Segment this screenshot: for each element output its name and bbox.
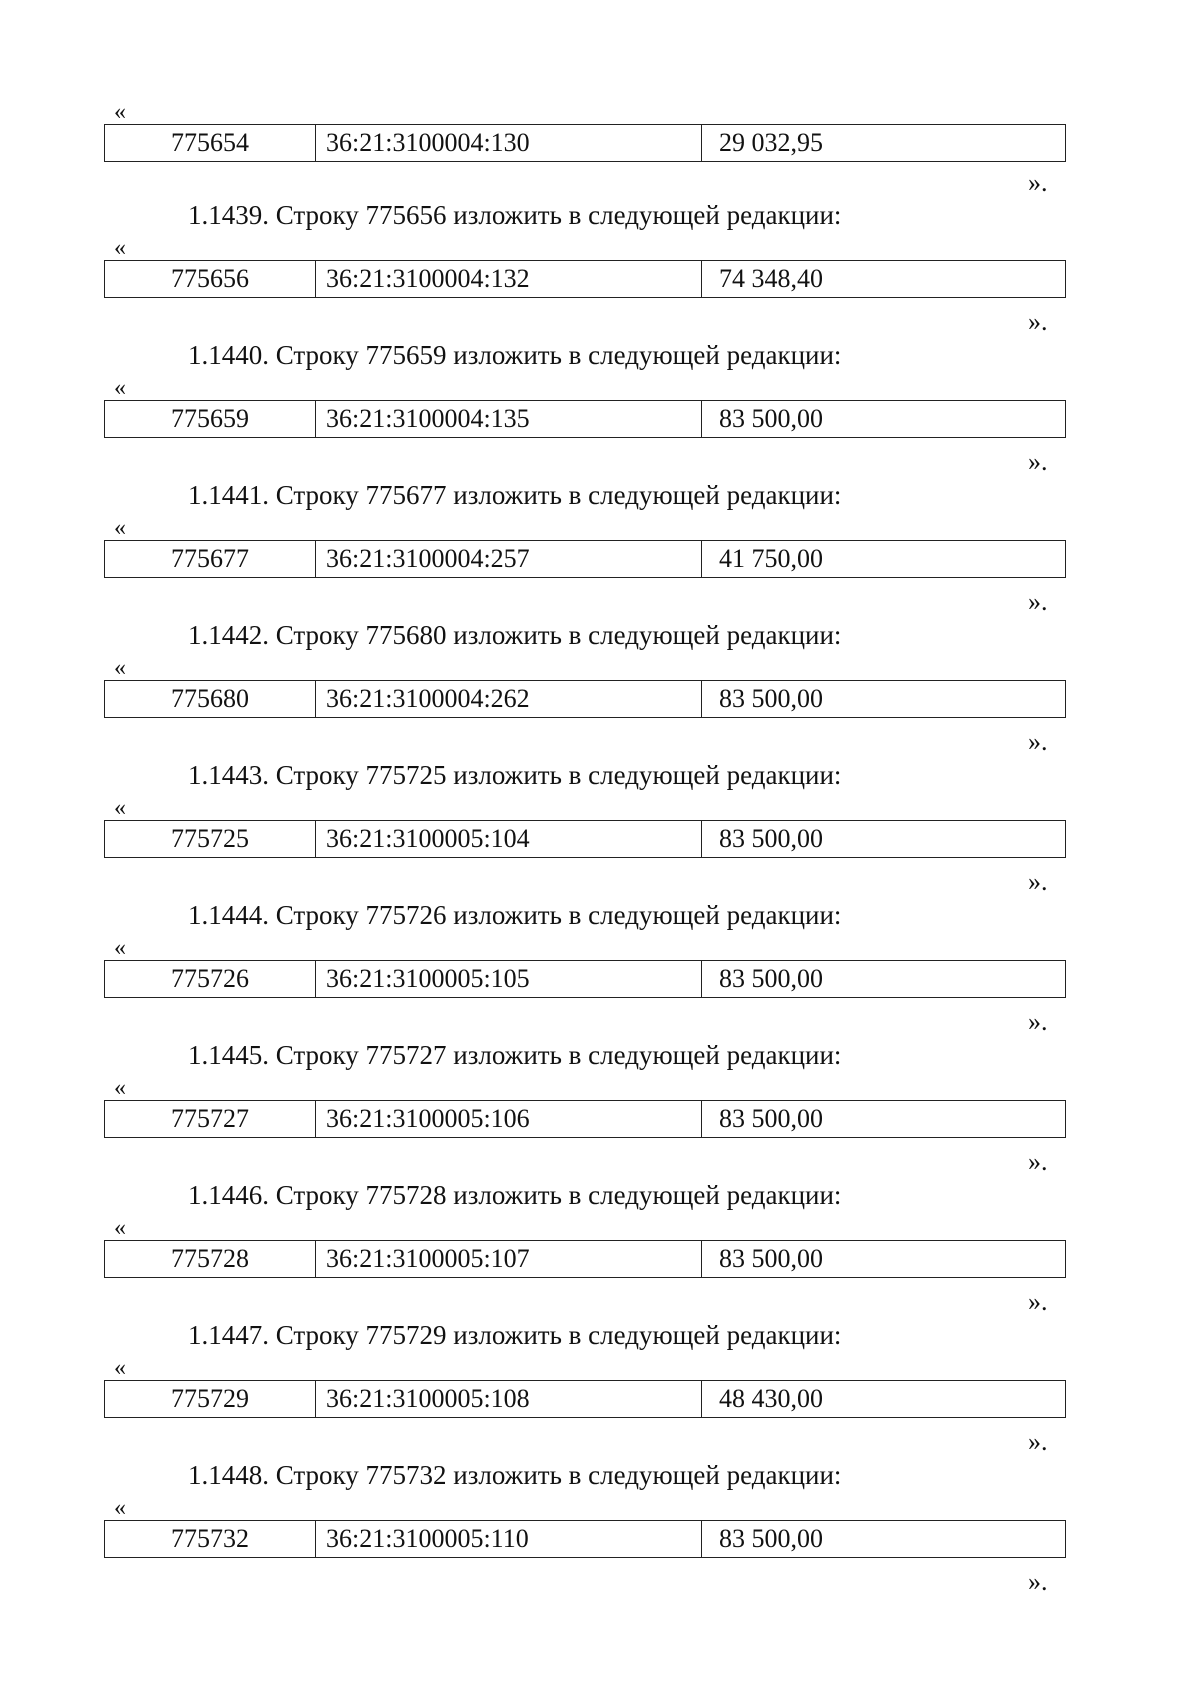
open-quote: « (114, 655, 126, 681)
amount: 29 032,95 (701, 125, 1065, 161)
close-quote: ». (1028, 727, 1048, 756)
row-id: 775725 (171, 824, 249, 853)
row-id: 775732 (171, 1524, 249, 1553)
open-quote: « (114, 375, 126, 401)
cadastral-number: 36:21:3100004:135 (315, 401, 701, 437)
amount: 83 500,00 (701, 1101, 1065, 1137)
clause-heading: 1.1446. Строку 775728 изложить в следующей редакции: (188, 1180, 842, 1210)
table-row (104, 540, 1066, 578)
open-quote: « (114, 935, 126, 961)
cadastral-number: 36:21:3100005:110 (315, 1521, 701, 1557)
cadastral-number: 36:21:3100004:132 (315, 261, 701, 297)
amount: 74 348,40 (701, 261, 1065, 297)
table-row (104, 260, 1066, 298)
close-quote: ». (1028, 307, 1048, 336)
cadastral-number: 36:21:3100004:262 (315, 681, 701, 717)
amount: 83 500,00 (701, 681, 1065, 717)
close-quote: ». (1028, 1427, 1048, 1456)
table-row (104, 1520, 1066, 1558)
row-id: 775654 (171, 128, 249, 157)
close-quote: ». (1028, 168, 1048, 197)
table-row (104, 124, 1066, 162)
cadastral-number: 36:21:3100005:106 (315, 1101, 701, 1137)
table-row (104, 1380, 1066, 1418)
amount: 83 500,00 (701, 401, 1065, 437)
cadastral-number: 36:21:3100004:257 (315, 541, 701, 577)
row-id: 775727 (171, 1104, 249, 1133)
row-id: 775677 (171, 544, 249, 573)
table-row (104, 1100, 1066, 1138)
amount: 83 500,00 (701, 821, 1065, 857)
close-quote: ». (1028, 447, 1048, 476)
open-quote: « (114, 795, 126, 821)
close-quote: ». (1028, 1007, 1048, 1036)
table-row (104, 400, 1066, 438)
close-quote: ». (1028, 1567, 1048, 1596)
row-id: 775656 (171, 264, 249, 293)
clause-heading: 1.1439. Строку 775656 изложить в следующей редакции: (188, 200, 842, 230)
clause-heading: 1.1440. Строку 775659 изложить в следующей редакции: (188, 340, 842, 370)
amount: 41 750,00 (701, 541, 1065, 577)
clause-heading: 1.1447. Строку 775729 изложить в следующей редакции: (188, 1320, 842, 1350)
table-row (104, 1240, 1066, 1278)
clause-heading: 1.1443. Строку 775725 изложить в следующей редакции: (188, 760, 842, 790)
clause-heading: 1.1448. Строку 775732 изложить в следующей редакции: (188, 1460, 842, 1490)
cadastral-number: 36:21:3100005:104 (315, 821, 701, 857)
open-quote: « (114, 1075, 126, 1101)
row-id: 775728 (171, 1244, 249, 1273)
row-id: 775659 (171, 404, 249, 433)
amount: 83 500,00 (701, 1521, 1065, 1557)
clause-heading: 1.1445. Строку 775727 изложить в следующей редакции: (188, 1040, 842, 1070)
cadastral-number: 36:21:3100005:107 (315, 1241, 701, 1277)
clause-heading: 1.1444. Строку 775726 изложить в следующей редакции: (188, 900, 842, 930)
open-quote: « (114, 1355, 126, 1381)
amount: 83 500,00 (701, 1241, 1065, 1277)
close-quote: ». (1028, 1287, 1048, 1316)
table-row (104, 820, 1066, 858)
cadastral-number: 36:21:3100004:130 (315, 125, 701, 161)
open-quote: « (114, 235, 126, 261)
row-id: 775680 (171, 684, 249, 713)
row-id: 775729 (171, 1384, 249, 1413)
row-id: 775726 (171, 964, 249, 993)
table-row (104, 680, 1066, 718)
amount: 48 430,00 (701, 1381, 1065, 1417)
cadastral-number: 36:21:3100005:105 (315, 961, 701, 997)
open-quote: « (114, 1215, 126, 1241)
close-quote: ». (1028, 587, 1048, 616)
table-row (104, 960, 1066, 998)
close-quote: ». (1028, 867, 1048, 896)
close-quote: ». (1028, 1147, 1048, 1176)
open-quote: « (114, 1495, 126, 1521)
amount: 83 500,00 (701, 961, 1065, 997)
clause-heading: 1.1441. Строку 775677 изложить в следующей редакции: (188, 480, 842, 510)
cadastral-number: 36:21:3100005:108 (315, 1381, 701, 1417)
open-quote: « (114, 99, 126, 125)
clause-heading: 1.1442. Строку 775680 изложить в следующей редакции: (188, 620, 842, 650)
open-quote: « (114, 515, 126, 541)
